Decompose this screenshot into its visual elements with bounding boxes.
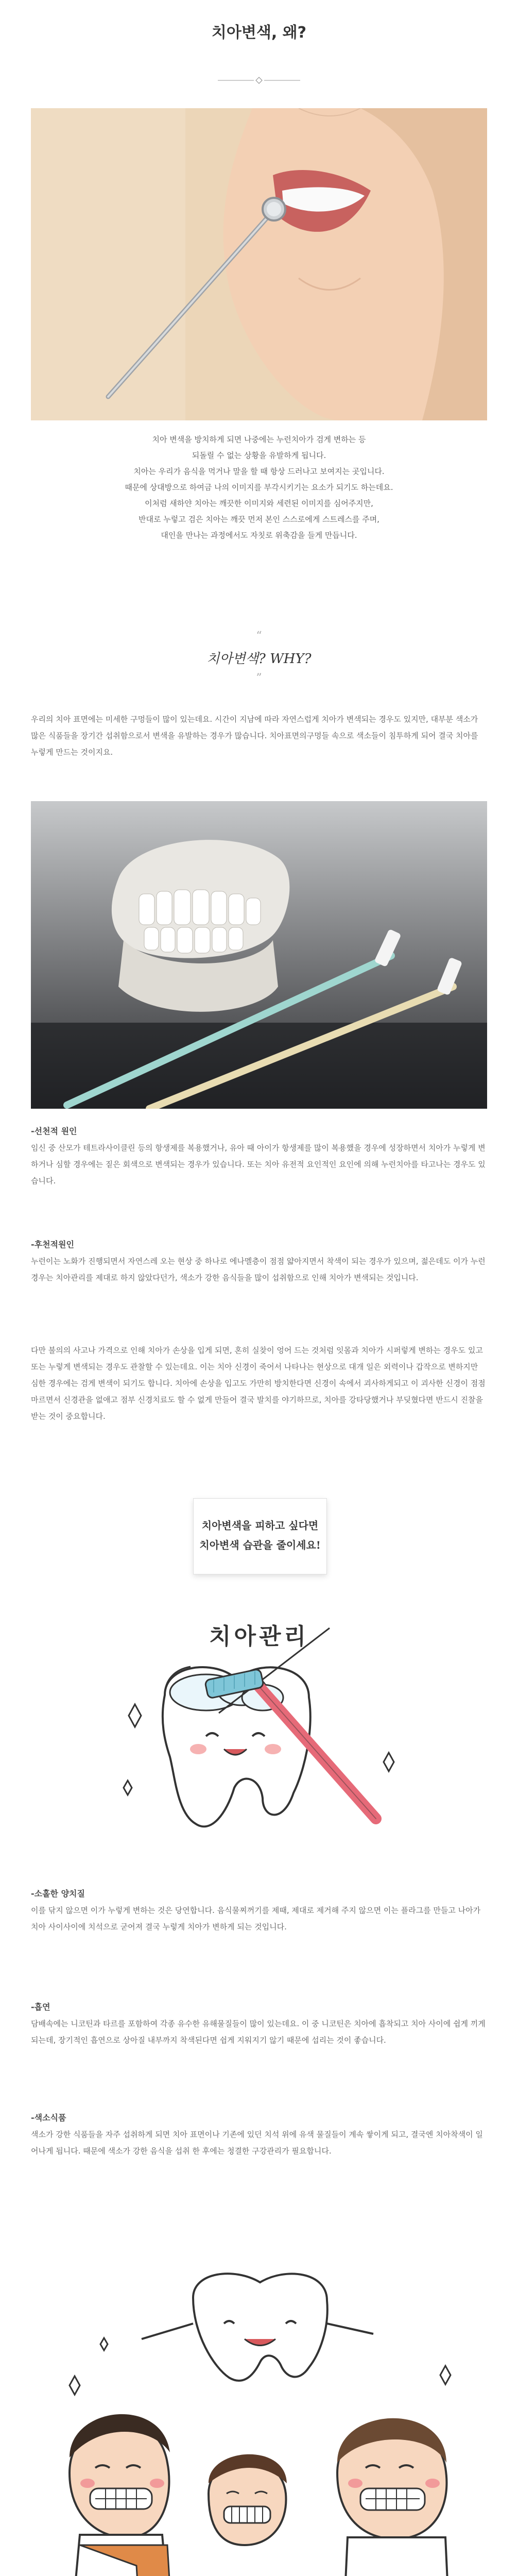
callout-box <box>193 1498 327 1574</box>
intro-paragraph <box>77 432 441 544</box>
injury-paragraph: 다만 불의의 사고나 가격으로 인해 치아가 손상을 입게 되면, 혼히 실찾이 엉어 드는 것처럼 잇몸과 치아가 시퍼렇게 변하는 경우도 있고 또는 누렇게 변색되는 경우도 관찰할 수 있는데요. 이는 치아 신경이 죽어서 나타나는 현상으로 대개 일은 외력이나 갑작으로 변하지만 심한 경우에는 검게 변색이 되기도 합니다. 치아에 손상을 입고도 가만히 방치한다면 신경이 속에서 괴사하게되고 이 괴사한 신경이 점점 마르면서 신경관을 없애고 점부 신경치료도 할 수 없게 만들어 결국 발치를 야기하므로, 치아를 강타당했거나 부딪혔다면 반드시 진찰을 받는 것이 중요합니다. <box>31 1346 486 1421</box>
dental-model-toothbrush-photo <box>31 801 487 1109</box>
close-quote-icon: ” <box>256 672 262 685</box>
smile-dental-mirror-photo <box>31 108 487 420</box>
habit-text: 담배속에는 니코틴과 타르를 포함하여 각종 유수한 유해물질들이 많이 있는데요. 이 중 니코틴은 치아에 흡착되고 치아 사이에 쉽게 끼게 되는데, 장기적인 흡연으로 상아질 내부까지 착색된다면 쉽게 지워지기 않기 때문에 섭리는 것이 좋습니다. <box>31 2019 486 2045</box>
page-title: 치아변색, 왜? <box>211 24 307 42</box>
habit-heading: -색소식품 <box>31 2113 66 2123</box>
open-quote-icon: “ <box>256 630 262 642</box>
acquired-section <box>31 1236 487 1286</box>
congenital-text: 임신 중 산모가 테트라사이클린 등의 항생제를 복용했거나, 유아 때 아이가 항생제를 많이 복용했을 경우에 성장하면서 치아가 누렇게 변하거나 심할 경우에는 짙은 회색으로 변색되는 경우가 있습니다. 또는 치아 유전적 요인적인 요인에 의해 누런치아를 타고나는 경우도 있습니다. <box>31 1143 486 1185</box>
habit-text: 이를 닦지 않으면 이가 누렇게 변하는 것은 당연합니다. 음식물찌꺼기를 제때, 제대로 제거해 주지 않으면 이는 플라그를 만들고 나아가 치아 사이사이에 치석으로 굳어져 결국 누렇게 치아가 변하게 되는 것입니다. <box>31 1906 481 1931</box>
acquired-text: 누런이는 노화가 진행되면서 자연스레 오는 현상 중 하나로 에나멜층이 점점 얇아지면서 착색이 되는 경우가 있으며, 젊은데도 이가 누런 경우는 치아관리를 제대로 하지 않았다던가, 색소가 강한 음식들을 많이 섭취함으로 인해 치아가 변색되는 것입니다. <box>31 1257 486 1282</box>
congenital-section <box>31 1123 487 1189</box>
intro-line: 때문에 상대방으로 하여금 나의 이미지를 부각시키기는 요소가 되기도 하는데요. <box>125 483 393 492</box>
congenital-heading: -선천적 원인 <box>31 1126 77 1136</box>
why-paragraph: 우리의 치아 표면에는 미세한 구멍들이 많이 있는데요. 시간이 지남에 따라 자연스럽게 치아가 변색되는 경우도 있지만, 대부분 색소가 많은 식품들을 장기간 섭취함으로서 변색을 유발하는 경우가 많습니다. 치아표면의구멍들 속으로 색소들이 침투하게 되어 결국 치아를 누렇게 만드는 것이지요. <box>31 715 478 757</box>
intro-line: 이처럼 새하얀 치아는 깨끗한 이미지와 세련된 이미지를 심어주지만, <box>145 499 373 508</box>
callout-line-1: 치아변색을 피하고 싶다면 <box>201 1519 319 1532</box>
intro-line: 치아 변색을 방치하게 되면 나중에는 누런치아가 검게 변하는 등 <box>152 435 366 444</box>
intro-line: 치아는 우리가 음식을 먹거나 말을 할 때 항상 드러나고 보여지는 곳입니다. <box>133 467 385 476</box>
habit-heading: -흡연 <box>31 2002 50 2012</box>
intro-line: 되돌릴 수 없는 상황을 유발하게 됩니다. <box>192 451 326 460</box>
section-quote: 치아변색? WHY? <box>206 651 312 667</box>
callout-line-2: 치아변색 습관을 줄이세요! <box>199 1539 321 1551</box>
habit-smoking-section <box>31 1999 487 2048</box>
habit-neglect-section <box>31 1886 487 1935</box>
tooth-brushing-illustration <box>88 1607 427 1850</box>
habit-pigment-food-section <box>31 2110 487 2159</box>
habit-text: 색소가 강한 식품들을 자주 섭취하게 되면 치아 표면이나 기존에 있던 치석 위에 유색 물질들이 계속 쌓이게 되고, 결국엔 치아착색이 일어나게 됩니다. 때문에 색소가 강한 음식을 섭취 한 후에는 청결한 구강관리가 필요합니다. <box>31 2130 483 2156</box>
intro-line: 대인을 만나는 과정에서도 자칫로 위축감을 들게 만듭니다. <box>161 531 357 540</box>
divider-ornament <box>218 75 300 86</box>
acquired-heading: -후천적원인 <box>31 1240 74 1249</box>
intro-line: 반대로 누렇고 검은 치아는 깨끗 먼저 본인 스스로에게 스트레스를 주며, <box>139 515 379 524</box>
smiling-family-illustration <box>39 2257 479 2576</box>
habit-heading: -소홀한 양치질 <box>31 1889 85 1899</box>
illustration-caption: 치아관리 <box>209 1623 309 1650</box>
